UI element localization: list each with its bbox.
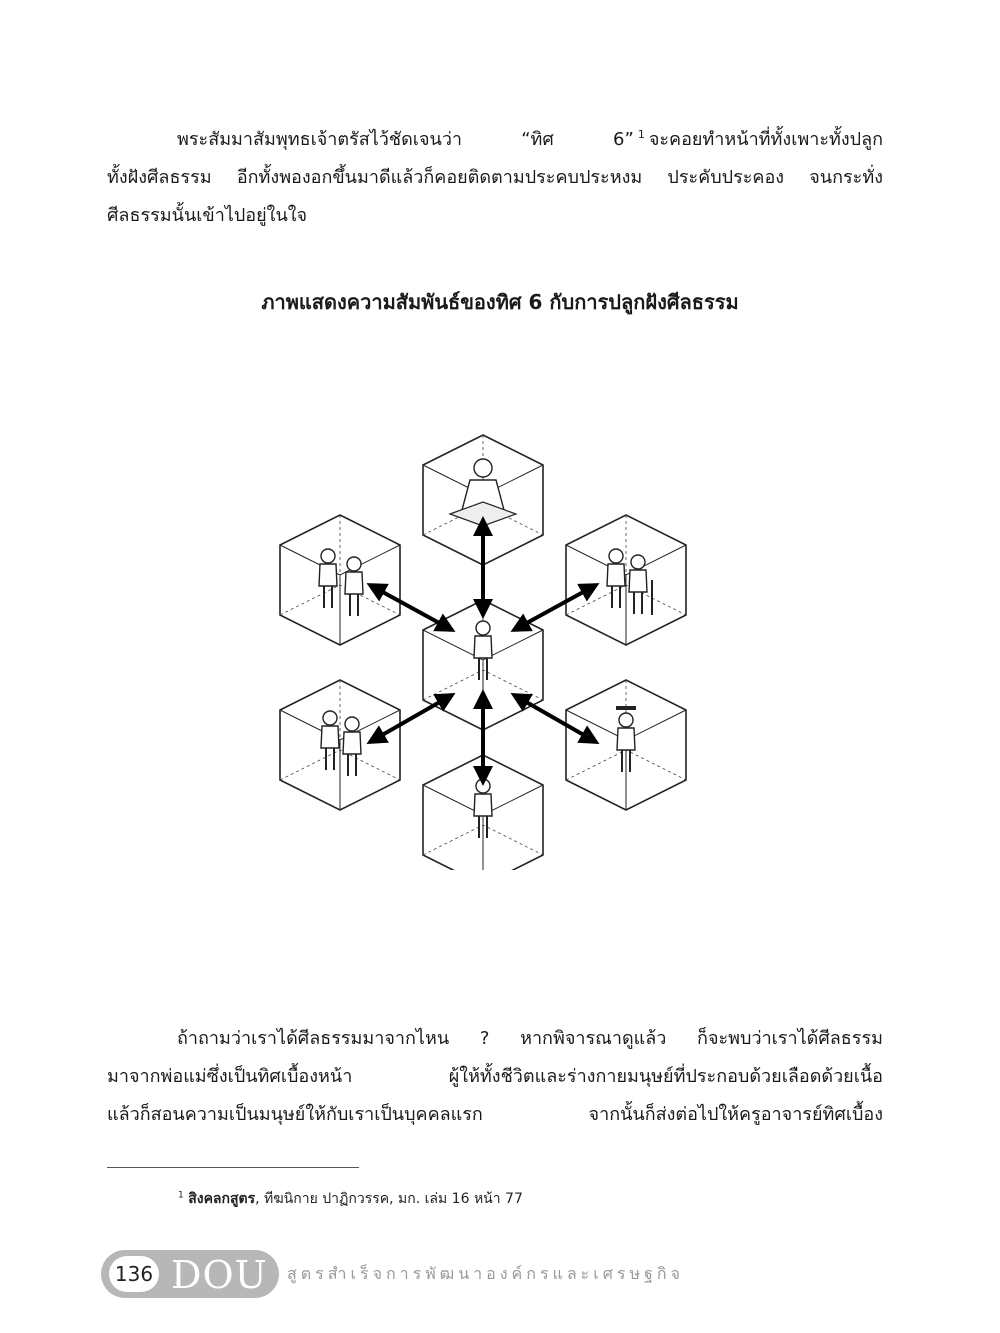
intro-paragraph [107,116,883,235]
body-line-2: มาจากพ่อแม่ซึ่งเป็นทิศเบื้องหน้า ผู้ให้ทั้งชีวิตและร่างกายมนุษย์ที่ประกอบด้วยเลือดด้วยเนื้อ [107,1066,883,1087]
cube-upper-right [566,515,686,645]
footer-badge [101,1250,279,1298]
intro-line-3: ศีลธรรมนั้นเข้าไปอยู่ในใจ [107,205,308,226]
intro-line-2: ทั้งฝังศีลธรรม อีกทั้งพองอกขึ้นมาดีแล้วก็คอยติดตามประคบประหงม ประคับประคอง จนกระทั่ง [107,167,883,188]
footnote [178,1188,523,1210]
footnote-number: 1 [178,1190,184,1201]
footnote-divider [107,1167,359,1168]
footnote-reference[interactable]: 1 [637,128,645,141]
cube-upper-left [280,515,400,645]
body-line-3: แล้วก็สอนความเป็นมนุษย์ให้กับเราเป็นบุคคลแรก จากนั้นก็ส่งต่อไปให้ครูอาจารย์ทิศเบื้อง [107,1104,883,1125]
footnote-title: สิงคลกสูตร [188,1191,256,1207]
intro-line-1-tail: จะคอยทำหน้าที่ทั้งเพาะทั้งปลูก [648,129,883,150]
series-title: สูตรสำเร็จการพัฒนาองค์กรและเศรษฐกิจ [287,1264,684,1283]
cube-lower-left [280,680,400,810]
body-line-1: ถ้าถามว่าเราได้ศีลธรรมมาจากไหน ? หากพิจารณาดูแล้ว ก็จะพบว่าเราได้ศีลธรรม [177,1028,883,1049]
intro-line-1: พระสัมมาสัมพุทธเจ้าตรัสไว้ชัดเจนว่า “ทิศ 6” [177,129,634,150]
figure-title: ภาพแสดงความสัมพันธ์ของทิศ 6 กับการปลูกฝังศีลธรรม [261,290,739,314]
six-directions-diagram [270,410,700,870]
footnote-text: , ทีฆนิกาย ปาฏิกวรรค, มก. เล่ม 16 หน้า 77 [255,1191,523,1207]
cube-lower-right [566,680,686,810]
page-footer [101,1250,901,1298]
page-number: 136 [109,1256,159,1292]
body-paragraph [107,1020,883,1134]
dou-logo: DOU [171,1253,268,1297]
